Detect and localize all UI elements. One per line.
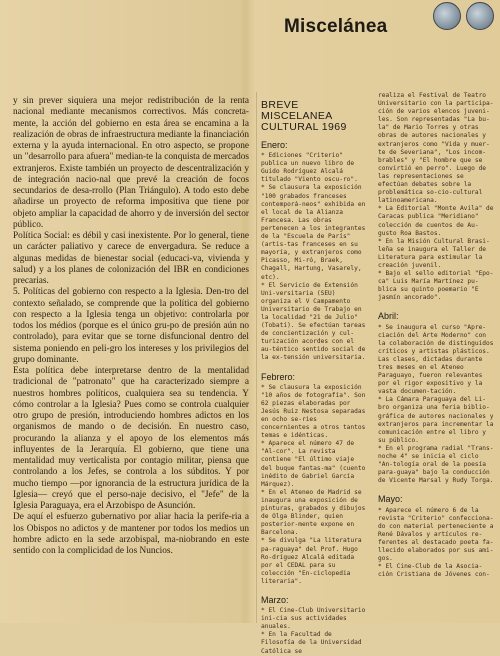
month-heading: Enero: — [261, 140, 288, 150]
month-heading: Marzo: — [261, 594, 289, 605]
miscellany-title — [261, 100, 369, 133]
essay-paragraph: 5. Políticas del gobierno con respecto a la Iglesia. Den-tro del contexto señalado, se comprende que la política del gobierno con respecto a la Iglesia tenga un objetivo: controlarla por todos los médios (porque es el único gru-po de presión aún no controlado), para evitar que se torne disfuncional dentro del sistema poniendo en peli-gro los intereses y los privilegios del grupo dominante. — [13, 287, 249, 365]
list-item: * El Servicio de Extensión Uni-versitaria (SEU) organiza el V Campamento Universitario de Trabajo en la localidad "21 de Julio" (Tobatí). Se efectúan tareas de concientización y cul-turización acordes con el au-téntico sentido social de la ex-tensión universitaria. — [261, 281, 366, 362]
miscellany-title-line: CULTURAL 1969 — [261, 121, 347, 133]
month-heading: Mayo: — [378, 494, 403, 505]
seal-icon — [466, 2, 494, 30]
section-title: Miscelánea — [284, 16, 388, 37]
list-item: * En el programa radial "Trans-noche 4" se inicia el ciclo "An-tología oral de la poesía para-guaya" bajo la conducción de Vicente Marsal y Rudy Torga. — [378, 444, 494, 485]
list-item: * Aparece el número 6 de la revista "Criterio" confecciona-do con material perteneciente a René Dávalos y artículos re-ferentes al destacado poeta fa-llecido elaborados por sus ami-gos. — [378, 506, 494, 563]
essay-column — [13, 96, 249, 557]
list-item: * El Cine-Club Universitario ini-cia sus actividades anuales. — [261, 607, 366, 631]
essay-paragraph: Esta política debe interpretarse dentro de la mentalidad tradicional de "patronato" que ha caracterizado siempre a nuestros hombres políticos, cualquiera sea su tendencia. Y cómo controlar a la Iglesia? Pues como se controla cualquier otro grupo de presión, introduciendo hombres adictos en los organismos de mando o de decisión. En nuestro caso, procurando la alianza y el apoyo de los elementos más influyentes de la Jerarquía. El gobierno, que tiene una mentalidad muy verticalista por contagio militar, piensa que controlando a los Jefes, se controla a los súbditos. Y por mucho tiempo —por ignorancia de la estructura jurídica de la Iglesia— creyó que el perso-naje decisivo, el "Jefe" de la Iglesia Paraguaya, era el Arzobispo de Asunción. — [13, 366, 249, 511]
list-item: * En la Facultad de Filosofía de la Universidad Católica se — [261, 631, 362, 655]
list-item: * La Editorial "Monte Avila" de Caracas publica "Meridiano" colección de cuentos de Au-gusto Roa Bastos. — [378, 205, 494, 237]
list-item: * Aparece el número 47 de "Al-cor". La revista contiene "El último viaje del buque fantas-ma" (cuento inédito de Gabriel García Márquez). — [261, 440, 366, 488]
list-item: * Ediciones "Criterio" publica un nuevo libro de Guido Rodríguez Alcalá titulado "Viento oscu-ro". — [261, 152, 358, 184]
list-item: * Se clausura la exposición "100 grabados franceses contemporá-neos" exhibida en el local de la Alianza Francesa. Las obras pertenecen a los integrantes de la "Escuela de París" (artis-tas franceses en su mayoría, y extranjeros como Picasso, Mi-ró, Braek, Chagall, Hartung, Vasarely, etc). — [261, 184, 366, 281]
miscellany-column-left — [261, 100, 369, 656]
essay-paragraph: Política Social: es débil y casi inexistente. Por lo general, tiene un carácter paliativo y carece de envergadura. Se reduce a algunas medidas de bienestar social (educaci-va, vivienda y salud) y a los planes de colonización del IBR en condiciones precarias. — [13, 231, 249, 286]
seal-icon — [433, 2, 461, 30]
list-item: * La Cámara Paraguaya del Li-bro organiza una feria biblio-gráfica de autores nacionales y extranjeros para incrementar la comunicación entre el libro y su público. — [378, 396, 494, 444]
list-item: * El Cine-Club de la Asocia-ción Cristiana de Jóvenes con- — [378, 563, 490, 579]
month-heading: Abril: — [378, 311, 399, 322]
month-heading: Febrero: — [261, 371, 296, 382]
list-item: * Bajo el sello editorial "Epo-ca" Luis María Martínez pu-blica su quinto poemario "E jasmín ancorado". — [378, 270, 494, 302]
essay-paragraph: y sin prever siquiera una mejor redistribución de la renta nacional mediante mecanismos correctivos. Más concreta-mente, la acción del gobierno en esta área se encamina a la realización de obras de infraestructura mediante la financiación externa y la ayuda internacional. En otro aspecto, se propone un "desarrollo para afuera" median-te la conquista de mercados extranjeros. Existe también un proyecto de descentralización y de integración nacio-nal que prevé la creación de focos secundarios de desa-rrollo (Plan Triángulo). A todo esto debe añadirse un proyecto de reforma impositiva que tiene por objeto ampliar la capacidad de ahorro y de inversión del sector público. — [13, 96, 249, 230]
list-item: * En la Misión Cultural Brasi-leña se inaugura el Taller de Literatura para estimular la creación juvenil. — [378, 237, 490, 269]
miscellany-column-right — [378, 92, 495, 579]
essay-paragraph: De aquí el esfuerzo gubernativo por aliar hacia la perife-ria a los Obispos no adictos y de mantener por todos los medios un hombre adicto en la sede arzobispal, ma-niobrando en este sentido con la complicidad de los Nuncios. — [13, 512, 249, 556]
column-divider — [256, 92, 257, 623]
miscellany-title-line: BREVE MISCELANEA — [261, 99, 333, 122]
list-item: realiza el Festival de Teatro Universitario con la participa-ción de varios elencos juveni-les. Son representadas "La bu-la" de Mario Torres y otras obras de autores nacionales y extranjeros como "Vida y muer-te de Severiana", "Los incom-brables" y "El hombre que se convirtió en perro". Luego de las representaciones se efectúan debates sobre la problemática so-cio-cultural latinoamericana. — [378, 92, 494, 205]
list-item: * Se clausura la exposición "10 años de fotografía". Son 62 piezas elaboradas por Jesús Ruiz Nestosa separadas en ocho se-ries concernientes a otros tantos temas e idénticas. — [261, 383, 366, 440]
list-item: * Se divulga "La literatura pa-raguaya" del Prof. Hugo Ro-dríguez Alcalá editada por el CEDAL para su colección "En-ciclopedia literaria". — [261, 537, 362, 585]
list-item: * En el Ateneo de Madrid se inaugura una exposición de pinturas, grabados y dibujos de Olga Blinder, quien posterior-mente expone en Barcelona. — [261, 488, 366, 537]
list-item: * Se inaugura el curso "Apre-ciación del Arte Moderno" con la colaboración de distinguidos críticos y artistas plásticos. Las clases, dictadas durante tres meses en el Ateneo Paraguayo, fueron relevantes por el rigor expositivo y la vasta documen-tación. — [378, 323, 494, 396]
